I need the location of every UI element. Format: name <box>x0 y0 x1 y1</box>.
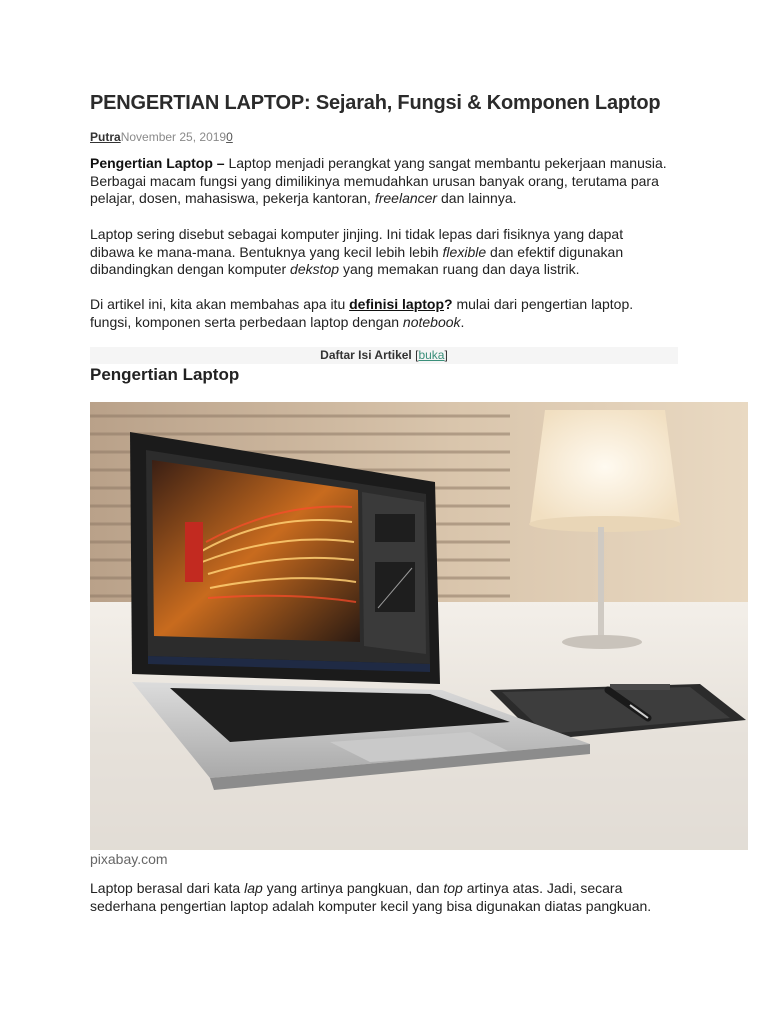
p3-text-a: Di artikel ini, kita akan membahas apa itu <box>90 296 350 312</box>
p3-emphasis-notebook: notebook <box>402 313 461 330</box>
section-heading: Pengertian Laptop <box>90 365 240 384</box>
p3-question-mark: ? <box>444 296 453 312</box>
phone-booth <box>185 522 203 582</box>
p3-text-c: . <box>460 313 465 330</box>
publish-date: November 25, 2019 <box>120 130 227 144</box>
comment-count-link[interactable]: 0 <box>226 130 233 144</box>
definition-paragraph <box>90 880 670 915</box>
table-of-contents <box>90 347 678 364</box>
p4-emphasis-lap: lap <box>244 880 263 896</box>
intro-text-end: dan lainnya. <box>437 190 517 206</box>
article-title: PENGERTIAN LAPTOP: Sejarah, Fungsi & Komponen Laptop <box>90 92 661 114</box>
p2-text-b: dan efektif digunakan dibandingkan dengan komputer <box>90 243 624 277</box>
p2-text-a: Laptop sering disebut sebagai komputer jinjing. Ini tidak lepas dari fisiknya yang dapat dibawa ke mana-mana. Bentuknya yang kecil lebih lebih <box>90 226 624 260</box>
p4-text-c: artinya atas. Jadi, secara sederhana pengertian laptop adalah komputer kecil yang bisa digunakan diatas pangkuan. <box>90 880 652 914</box>
p3-text-b: mulai dari pengertian laptop. fungsi, komponen serta perbedaan laptop dengan <box>90 296 634 330</box>
p4-emphasis-top: top <box>443 880 463 896</box>
toc-bracket-open: [ <box>415 348 419 362</box>
p2-emphasis-flexible: flexible <box>442 243 487 260</box>
intro-lead: Pengertian Laptop – <box>90 155 225 171</box>
toc-label: Daftar Isi Artikel <box>320 348 412 362</box>
p4-text-a: Laptop berasal dari kata <box>90 880 245 896</box>
p2-emphasis-dekstop: dekstop <box>290 261 340 277</box>
toc-bracket-close: ] <box>444 348 448 362</box>
intro-text: Laptop menjadi perangkat yang sangat membantu pekerjaan manusia. Berbagai macam fungsi yang dimilikinya memudahkan urusan banyak orang, terutama para pelajar, dosen, mahasiswa, pekerja kantoran, <box>90 155 667 206</box>
laptop-screen-image <box>152 460 360 642</box>
article-meta <box>90 130 233 144</box>
p2-text-c: yang memakan ruang dan daya listrik. <box>339 261 580 277</box>
author-link[interactable]: Putra <box>90 130 121 144</box>
toc-toggle-link[interactable]: buka <box>418 348 445 362</box>
p4-text-b: yang artinya pangkuan, dan <box>262 880 444 896</box>
intro-paragraph <box>90 155 670 208</box>
laptop-photo <box>90 402 748 850</box>
intro-emphasis: freelancer <box>374 190 438 206</box>
definisi-laptop-link[interactable]: definisi laptop <box>349 296 445 312</box>
laptop-desk-illustration <box>90 402 748 850</box>
image-caption: pixabay.com <box>90 851 168 867</box>
third-paragraph <box>90 296 670 331</box>
second-paragraph <box>90 226 670 279</box>
